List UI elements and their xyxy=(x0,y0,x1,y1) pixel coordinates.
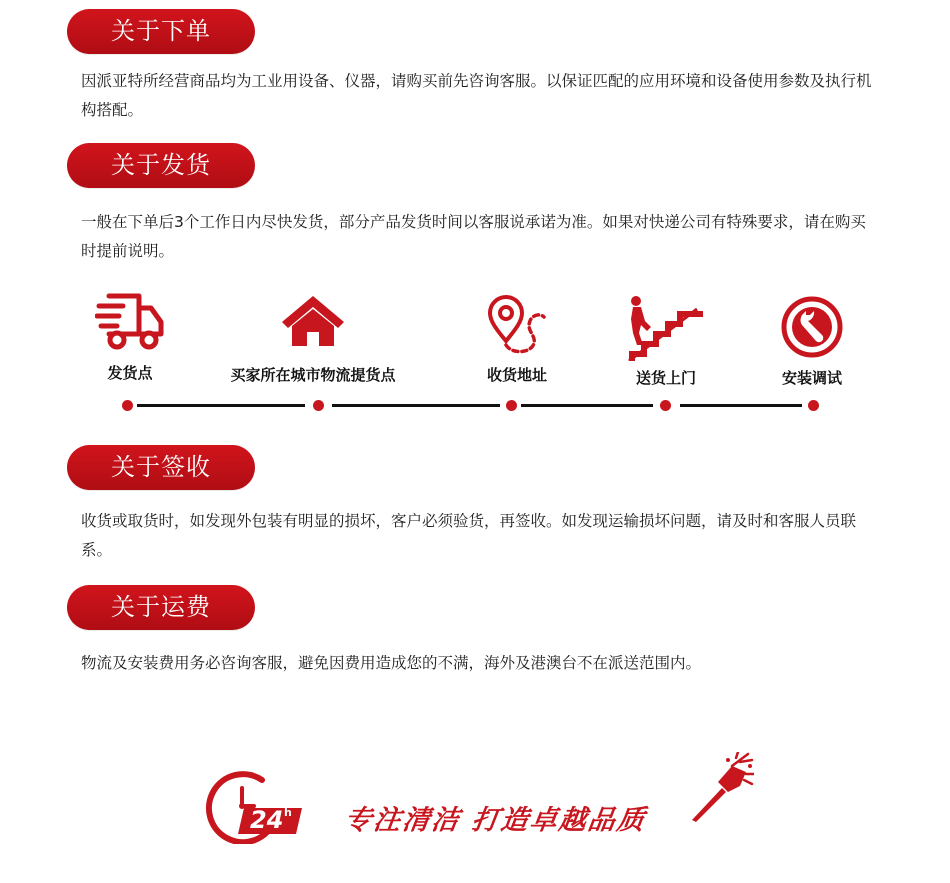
section-text-ordering: 因派亚特所经营商品均为工业用设备、仪器，请购买前先咨询客服。以保证匹配的应用环境和设备使用参数及执行机构搭配。 xyxy=(81,72,872,119)
step-ship-from xyxy=(95,290,165,380)
stairs-climber-icon xyxy=(627,295,705,361)
badge-number: 24 xyxy=(250,806,284,834)
section-text-signing: 收货或取货时，如发现外包装有明显的损坏，客户必须验货，再签收。如发现运输损坏问题，请及时和客服人员联系。 xyxy=(81,512,857,559)
step-label: 买家所在城市物流提货点 xyxy=(230,366,396,384)
section-heading-ordering: 关于下单 xyxy=(67,9,255,54)
section-heading-signing: 关于签收 xyxy=(67,445,255,490)
timeline-dot xyxy=(122,400,133,411)
house-icon xyxy=(278,292,348,348)
step-installation xyxy=(780,295,844,387)
section-text-freight: 物流及安装费用务必咨询客服，避免因费用造成您的不满，海外及港澳台不在派送范围内。 xyxy=(81,654,702,672)
timeline-dot xyxy=(808,400,819,411)
step-door-delivery xyxy=(627,295,705,387)
step-label: 送货上门 xyxy=(635,369,697,387)
timeline-dot xyxy=(660,400,671,411)
section-heading-freight: 关于运费 xyxy=(67,585,255,630)
timeline-segment xyxy=(680,404,802,407)
wrench-icon xyxy=(780,295,844,359)
badge-unit: h xyxy=(284,806,292,819)
step-label: 收货地址 xyxy=(486,366,548,384)
timeline-segment xyxy=(521,404,653,407)
step-city-pickup xyxy=(230,292,396,384)
section-text-shipping: 一般在下单后3个工作日内尽快发货，部分产品发货时间以客服说承诺为准。如果对快递公司有特殊要求，请在购买时提前说明。 xyxy=(81,213,866,260)
step-delivery-address xyxy=(482,295,552,385)
timeline-segment xyxy=(332,404,500,407)
step-label: 安装调试 xyxy=(781,369,843,387)
timeline-dot xyxy=(506,400,517,411)
timeline-segment xyxy=(137,404,305,407)
step-label: 发货点 xyxy=(107,364,153,382)
service-24h-badge xyxy=(204,768,304,844)
cleaning-splash-icon xyxy=(688,752,754,822)
location-pin-icon xyxy=(482,295,552,355)
delivery-truck-icon xyxy=(95,290,165,352)
slogan: 专注清洁 打造卓越品质 xyxy=(342,805,649,836)
section-heading-shipping: 关于发货 xyxy=(67,143,255,188)
timeline-dot xyxy=(313,400,324,411)
